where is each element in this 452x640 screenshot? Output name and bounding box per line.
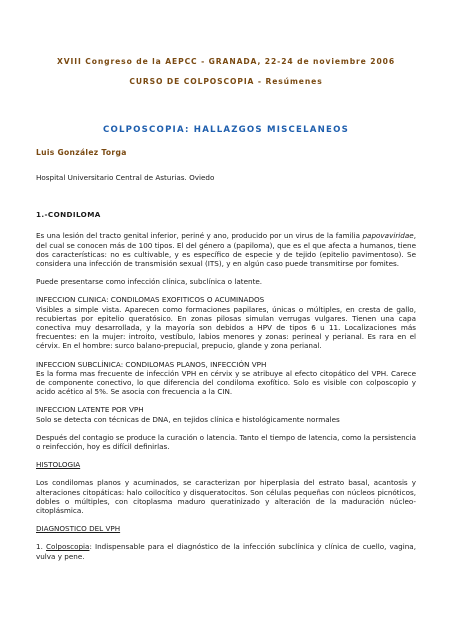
paragraph-histologia: Los condilomas planos y acuminados, se caracterizan por hiperplasia del estrato basal, acantosis y alteraciones citopáticas: halo coilocítico y disqueratocitos. Son células pequeñas con núcleos picnóticos, dobles o múltiples, con citoplasma maduro queratinizado y alteración de la maduración núcleo-citoplásmica.	[36, 478, 416, 516]
course-header: CURSO DE COLPOSCOPIA - Resúmenes	[129, 77, 323, 86]
paragraph-forms: Puede presentarse como infección clínica, subclínica o latente.	[36, 277, 263, 287]
subheading-diagnostico: DIAGNOSTICO DEL VPH	[36, 524, 121, 534]
paragraph-contagio: Después del contagio se produce la curación o latencia. Tanto el tiempo de latencia, como la persistencia o reinfección, hoy es difícil definirlas.	[36, 432, 416, 452]
paragraph-intro	[36, 231, 416, 268]
subheading-latente: INFECCION LATENTE POR VPH	[36, 405, 144, 415]
conference-header: XVIII Congreso de la AEPCC - GRANADA, 22-24 de noviembre 2006	[56, 57, 396, 66]
paragraph-clinica: Visibles a simple vista. Aparecen como formaciones papilares, únicas o múltiples, en cresta de gallo, recubiertas por epitelio queratósico. En zonas pilosas simulan verrugas vulgares. Tienen una capa conectiva muy desarrollada, y la mayoría son debidos a HPV de tipos 6 u 11. Localizaciones más frecuentes: en la mujer: introito, vestíbulo, labios menores y zonas: perineal y perianal. Es rara en el cérvix. En el hombre: surco balano-prepucial, prepucio, glande y zona perianal.	[36, 304, 416, 351]
intro-text-a: Es una lesión del tracto genital inferior, periné y ano, producido por un virus de la familia	[36, 231, 361, 241]
paragraph-colposcopia	[36, 542, 416, 560]
intro-text-c: , del cual se conocen más de 100 tipos. El del género a (papiloma), que es el que afecta a humanos, tiene dos características: no es cultivable, y es específico de especie y de tejido (epitelio pavimentoso). Se considera una infección de transmisión sexual (ITS), y en algún caso puede transmitirse por fomites.	[36, 231, 416, 269]
diag-number: 1.	[36, 542, 46, 552]
section-heading-condiloma: 1.-CONDILOMA	[36, 210, 101, 220]
affiliation: Hospital Universitario Central de Asturias. Oviedo	[36, 173, 215, 182]
subheading-histologia: HISTOLOGIA	[36, 460, 81, 470]
colposcopia-text: : Indispensable para el diagnóstico de la infección subclínica y clínica de cuello, vagina, vulva y pene.	[36, 542, 416, 561]
paragraph-latente: Solo se detecta con técnicas de DNA, en tejidos clínica e histológicamente normales	[36, 414, 340, 424]
document-body	[36, 173, 416, 561]
document-title: COLPOSCOPIA: HALLAZGOS MISCELANEOS	[102, 125, 350, 135]
subheading-clinica: INFECCION CLINICA: CONDILOMAS EXOFITICOS O ACUMINADOS	[36, 295, 265, 305]
virus-family-name: papovaviridae	[362, 231, 414, 241]
paragraph-subclinica: Es la forma mas frecuente de infección VPH en cérvix y se atribuye al efecto citopático del VPH. Carece de componente conectivo, lo que diferencia del condiloma exofítico. Solo es visible con colposcopio y acido acético al 5%. Se asocia con frecuencia a la CIN.	[36, 368, 416, 397]
author-name: Luis González Torga	[36, 148, 127, 157]
colposcopia-term: Colposcopia	[46, 542, 90, 552]
subheading-subclinica: INFECCION SUBCLÍNICA: CONDILOMAS PLANOS, INFECCIÓN VPH	[36, 359, 267, 369]
